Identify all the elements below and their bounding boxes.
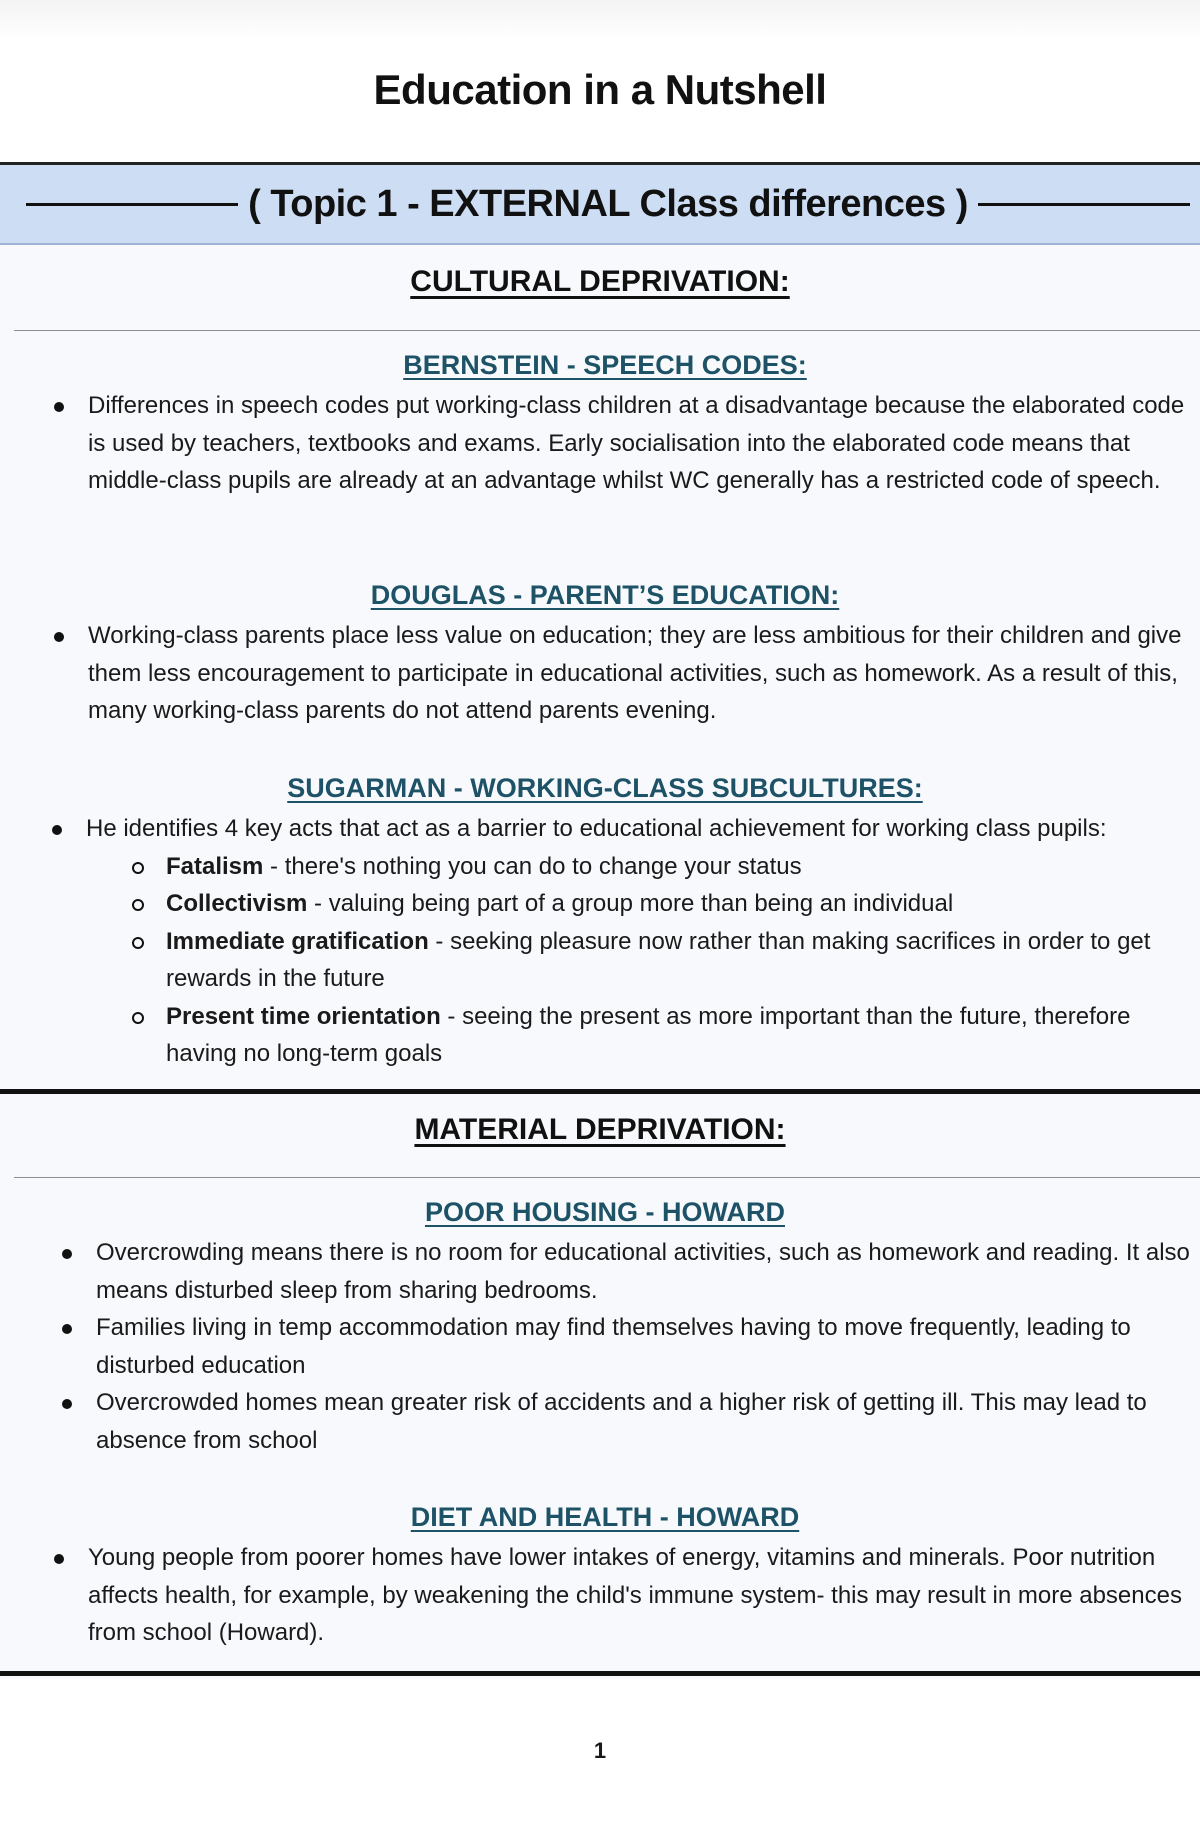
- douglas-text: Working-class parents place less value on education; they are less ambitious for their children and give them less encouragement to participate in educational activities, such as homework. As a result of this, many working-class parents do not attend parents evening.: [88, 622, 1182, 724]
- banner-rule-left: [26, 203, 238, 206]
- bernstein-list: [88, 387, 1192, 500]
- sugarman-intro: He identifies 4 key acts that act as a barrier to educational achievement for working class pupils:: [86, 815, 1107, 842]
- housing-text: Overcrowding means there is no room for educational activities, such as homework and reading. It also means disturbed sleep from sharing bedrooms.: [96, 1239, 1190, 1304]
- circle-bullet-icon: [132, 937, 144, 949]
- bullet-icon: [52, 825, 62, 835]
- sugarman-heading: SUGARMAN - WORKING-CLASS SUBCULTURES:: [287, 773, 923, 803]
- act-term: Collectivism: [166, 890, 308, 917]
- page-number: 1: [593, 1738, 607, 1763]
- bernstein-text: Differences in speech codes put working-class children at a disadvantage because the elaborated code is used by teachers, textbooks and exams. Early socialisation into the elaborated code means that middle-class pupils are already at an advantage whilst WC generally has a restricted code of speech.: [88, 392, 1185, 494]
- bullet-icon: [54, 402, 64, 412]
- list-item: [88, 617, 1192, 730]
- section-divider: [0, 1089, 1200, 1094]
- act-term: Present time orientation: [166, 1002, 441, 1030]
- cultural-divider: [14, 330, 1200, 331]
- document-title: Education in a Nutshell: [373, 66, 827, 113]
- list-item: [96, 1234, 1196, 1309]
- bullet-icon: [62, 1324, 72, 1334]
- bullet-icon: [54, 632, 64, 642]
- list-item: [166, 998, 1196, 1073]
- housing-text: Families living in temp accommodation may find themselves having to move frequently, leading to disturbed education: [96, 1314, 1131, 1379]
- housing-text: Overcrowded homes mean greater risk of accidents and a higher risk of getting ill. This may lead to absence from school: [96, 1389, 1147, 1454]
- material-divider: [14, 1177, 1200, 1178]
- content-frame: [0, 162, 1200, 1679]
- douglas-list: [88, 617, 1192, 730]
- act-description: - seeing the present as more important than the future, therefore having no long-term goals: [166, 1002, 1131, 1067]
- cultural-deprivation-heading: CULTURAL DEPRIVATION:: [410, 265, 790, 298]
- list-item: [96, 1309, 1196, 1384]
- act-description: - there's nothing you can do to change your status: [263, 852, 802, 880]
- section-divider: [0, 1671, 1200, 1676]
- bullet-icon: [62, 1249, 72, 1259]
- list-item: [166, 848, 1196, 886]
- circle-bullet-icon: [132, 862, 144, 874]
- bullet-icon: [54, 1554, 64, 1564]
- circle-bullet-icon: [132, 1012, 144, 1024]
- poor-housing-list: [96, 1234, 1196, 1459]
- list-item: [166, 923, 1196, 998]
- sugarman-acts-list: [86, 848, 1196, 1073]
- list-item: [88, 1539, 1192, 1652]
- topic-banner-text: ( Topic 1 - EXTERNAL Class differences ): [248, 182, 968, 225]
- list-item: [86, 810, 1196, 1073]
- diet-health-list: [88, 1539, 1192, 1652]
- circle-bullet-icon: [132, 899, 144, 911]
- douglas-heading: DOUGLAS - PARENT’S EDUCATION:: [370, 580, 840, 610]
- list-item: [96, 1384, 1196, 1459]
- act-term: Fatalism: [166, 852, 264, 880]
- topic-banner: [0, 165, 1200, 245]
- diet-health-heading: DIET AND HEALTH - HOWARD: [410, 1502, 800, 1532]
- act-description: - valuing being part of a group more than being an individual: [307, 890, 954, 917]
- act-description: - seeking pleasure now rather than making sacrifices in order to get rewards in the future: [166, 927, 1151, 992]
- list-item: [166, 885, 1196, 923]
- act-term: Immediate gratification: [166, 927, 429, 955]
- bernstein-heading: BERNSTEIN - SPEECH CODES:: [403, 350, 807, 380]
- diet-text: Young people from poorer homes have lower intakes of energy, vitamins and minerals. Poor nutrition affects health, for example, by weakening the child's immune system- this may result in more absences from school (Howard).: [88, 1544, 1182, 1646]
- bullet-icon: [62, 1399, 72, 1409]
- banner-rule-right: [978, 203, 1190, 206]
- sugarman-list: [86, 810, 1196, 1073]
- poor-housing-heading: POOR HOUSING - HOWARD: [424, 1197, 785, 1227]
- material-deprivation-heading: MATERIAL DEPRIVATION:: [414, 1113, 786, 1146]
- list-item: [88, 387, 1192, 500]
- top-shade: [0, 0, 1200, 40]
